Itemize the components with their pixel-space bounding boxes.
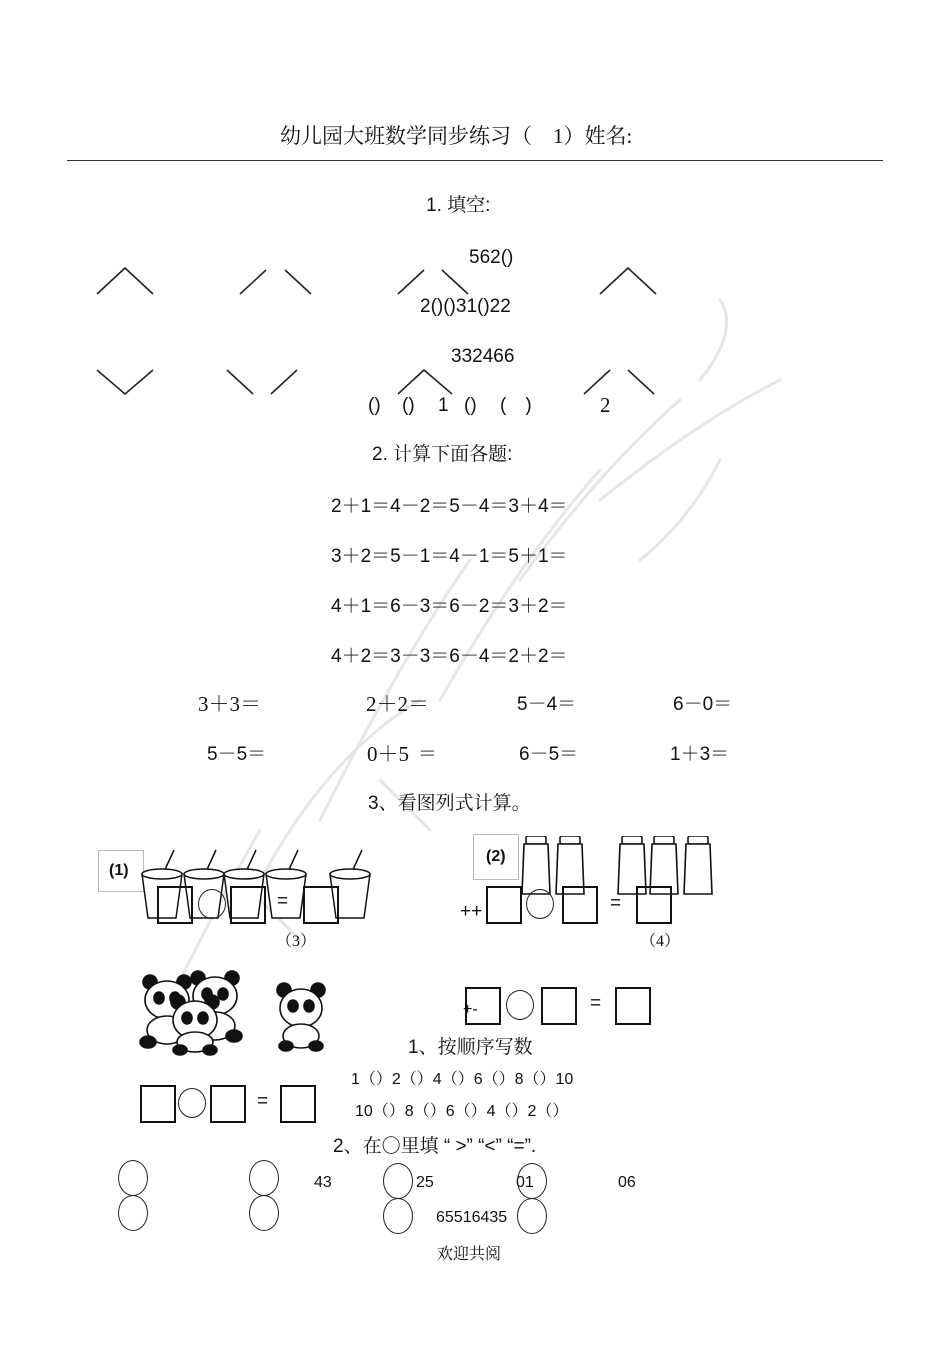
calc-item: ＝ [418,744,438,765]
compare-item: 06 [618,1174,636,1191]
equals-sign: = [610,893,622,914]
problem-label-3: （3） [276,933,317,950]
compare-bottom: 65516435 [436,1209,508,1226]
answer-box[interactable] [562,886,598,924]
calc-item: 6－0＝ [673,694,733,715]
calc-row: 4＋2＝3－3＝6－4＝2＋2＝ [331,646,568,667]
sequence-row: 1（）2（）4（）6（）8（）10 [351,1071,574,1088]
calc-item: 6－5＝ [519,744,579,765]
sequence-heading: 1、按顺序写数 [408,1037,533,1058]
section1-heading: 1. 填空: [426,195,491,216]
calc-row: 2＋1＝4－2＝5－4＝3＋4＝ [331,496,568,517]
answer-box[interactable] [541,987,577,1025]
fill-blank: () [368,395,381,416]
equals-sign: = [590,993,602,1014]
calc-row: 4＋1＝6－3＝6－2＝3＋2＝ [331,596,568,617]
sequence-row: 10（）8（）6（）4（）2（） [355,1103,569,1120]
calc-row: 3＋2＝5－1＝4－1＝5＋1＝ [331,546,568,567]
pandas-illustration [132,968,342,1058]
compare-circle[interactable] [118,1195,148,1231]
section2-heading: 2. 计算下面各题: [372,444,513,465]
problem-label-4: （4） [640,933,681,950]
fill-blank: () [464,395,477,416]
answer-box[interactable] [303,886,339,924]
compare-item: 43 [314,1174,332,1191]
compare-circle[interactable] [249,1160,279,1196]
operator-circle[interactable] [506,990,534,1020]
problem-label-2: (2) [473,834,519,880]
fill-number: 1 [438,395,449,416]
operator-circle[interactable] [178,1088,206,1118]
calc-item: 0＋5 [367,742,409,766]
compare-heading: 2、在〇里填 “ >” “<” “=”. [333,1136,537,1157]
answer-box[interactable] [210,1085,246,1123]
operator-hint: +- [463,1001,478,1018]
answer-box[interactable] [486,886,522,924]
problem-label-1: (1) [98,850,144,892]
fill-blank: ( ) [500,395,532,416]
operator-circle[interactable] [526,889,554,919]
answer-box[interactable] [140,1085,176,1123]
fill-blank: () [402,395,415,416]
fill-row-3: 332466 [451,346,515,367]
answer-box[interactable] [615,987,651,1025]
compare-circle[interactable] [118,1160,148,1196]
answer-box[interactable] [230,886,266,924]
answer-box[interactable] [636,886,672,924]
answer-box[interactable] [280,1085,316,1123]
equals-sign: = [277,891,289,912]
compare-circle[interactable] [383,1198,413,1234]
compare-circle[interactable] [383,1163,413,1199]
compare-item: 01 [516,1174,534,1191]
compare-circle[interactable] [517,1198,547,1234]
calc-item: 5－5＝ [207,744,267,765]
fill-row-2: 2()()31()22 [420,296,511,317]
calc-item: 5－4＝ [517,694,577,715]
equals-sign: = [257,1091,269,1112]
calc-item: 1＋3＝ [670,744,730,765]
compare-item: 25 [416,1174,434,1191]
footer-text: 欢迎共阅 [437,1246,502,1263]
fill-number: 2 [600,393,611,417]
page-title: 幼儿园大班数学同步练习（ 1）姓名: [280,124,633,148]
operator-circle[interactable] [198,889,226,919]
calc-item: 2＋2＝ [366,692,429,716]
calc-item: 3＋3＝ [198,692,261,716]
answer-box[interactable] [157,886,193,924]
fill-row-1: 562() [469,247,514,268]
operator-hint: ++ [460,901,483,922]
bottles-illustration [518,836,718,900]
compare-circle[interactable] [249,1195,279,1231]
section3-heading: 3、看图列式计算。 [368,793,531,814]
